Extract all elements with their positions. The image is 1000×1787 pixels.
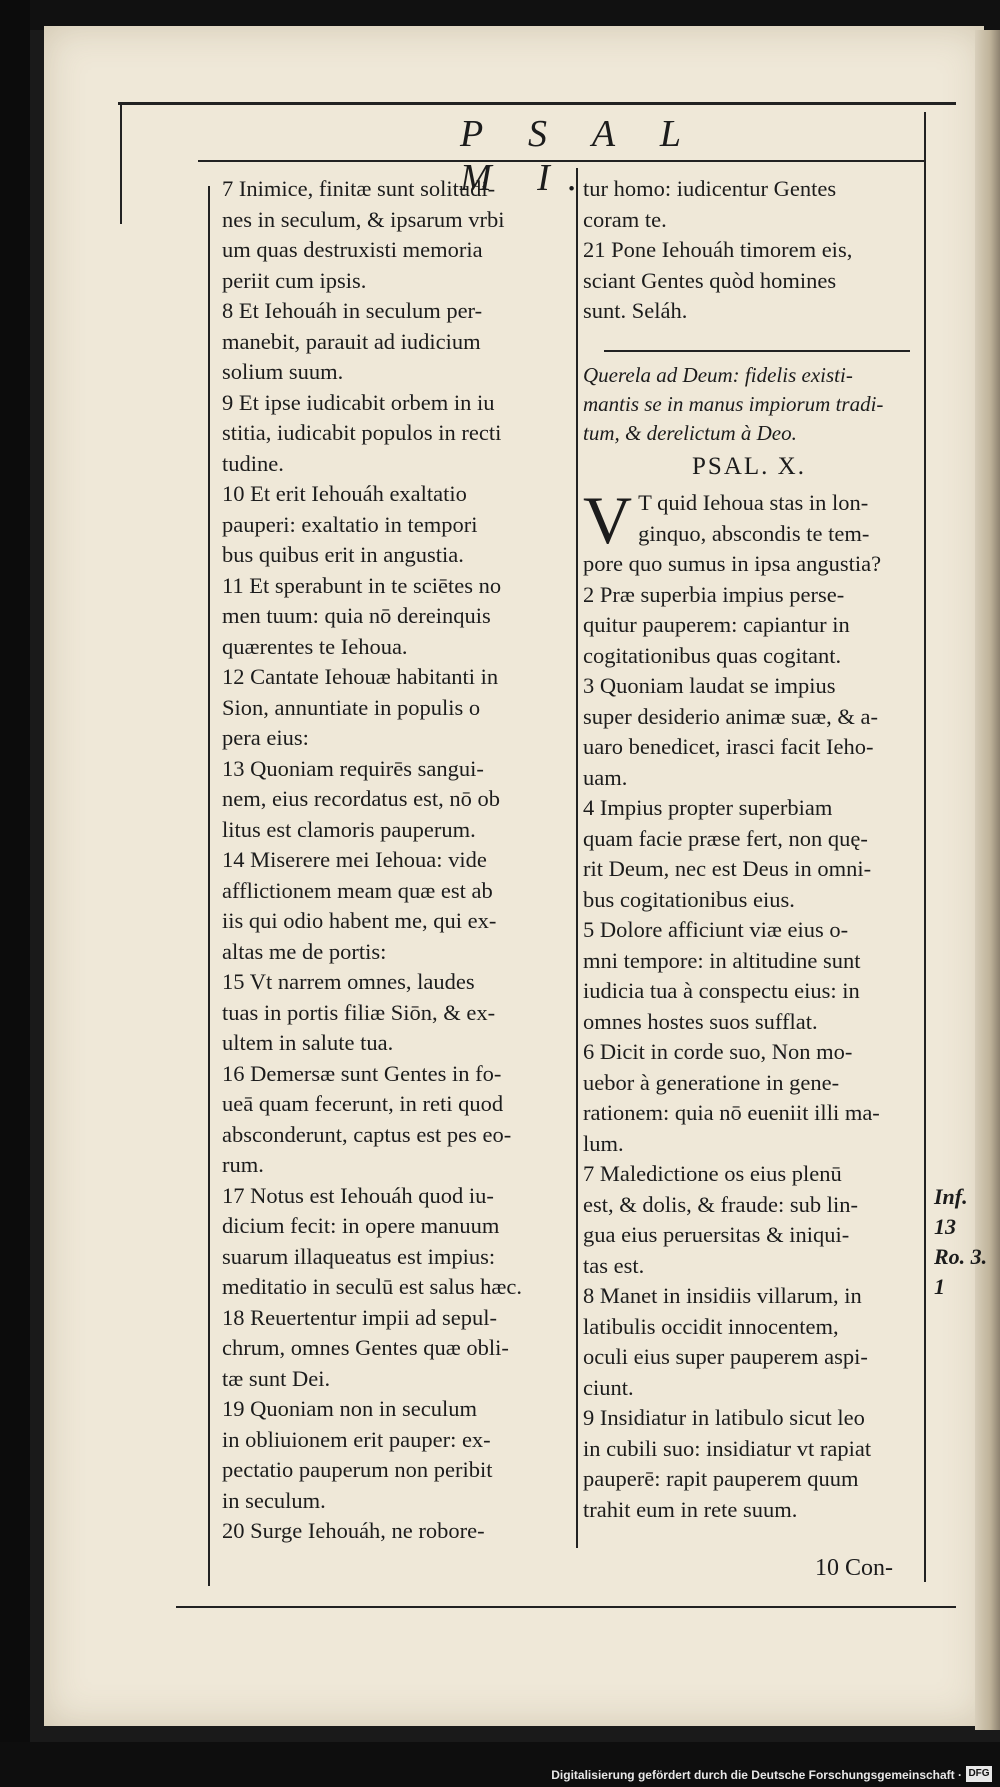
text-line: 21 Pone Iehouáh timorem eis, <box>583 237 853 262</box>
text-line: dicium fecit: in opere manuum <box>222 1213 500 1238</box>
text-line: solium suum. <box>222 359 344 384</box>
text-line: rit Deum, nec est Deus in omni- <box>583 856 872 881</box>
column-divider <box>576 168 578 1548</box>
text-line: rum. <box>222 1152 264 1177</box>
margin-note <box>934 1182 994 1302</box>
text-line: 7 Maledictione os eius plenū <box>583 1161 842 1186</box>
left-column <box>222 174 574 1547</box>
running-head: P S A L M I. <box>460 113 699 199</box>
psalm-rubric <box>583 361 915 448</box>
text-line: 4 Impius propter superbiam <box>583 795 833 820</box>
text-line: 17 Notus est Iehouáh quod iu- <box>222 1182 494 1208</box>
text-line: altas me de portis: <box>222 938 387 964</box>
text-line: tas est. <box>583 1252 645 1278</box>
text-line: 3 Quoniam laudat se impius <box>583 673 836 698</box>
text-line: ginquo, abscondis te tem- <box>638 520 870 546</box>
rubric-line: mantis se in manus impiorum tradi- <box>583 391 884 416</box>
text-line: um quas destruxisti memoria <box>222 237 483 262</box>
text-line: quitur pauperem: capiantur in <box>583 612 850 637</box>
psalm-heading: PSAL. X. <box>692 452 806 480</box>
text-line: suarum illaqueatus est impius: <box>222 1243 496 1269</box>
text-line: in cubili suo: insidiatur vt rapiat <box>583 1435 872 1461</box>
left-outer-rule <box>120 104 122 224</box>
text-line: T quid Iehoua stas in lon- <box>638 490 869 515</box>
text-line: uaro benedicet, irasci facit Ieho- <box>583 734 874 759</box>
text-line: 16 Demersæ sunt Gentes in fo- <box>222 1060 502 1086</box>
text-line: sunt. Seláh. <box>583 298 688 323</box>
text-line: 13 Quoniam requirēs sangui- <box>222 755 484 781</box>
text-line: 20 Surge Iehouáh, ne robore- <box>222 1518 485 1543</box>
dfg-logo: DFG <box>966 1766 992 1782</box>
text-line: 9 Insidiatur in latibulo sicut leo <box>583 1405 865 1430</box>
text-line: bus quibus erit in angustia. <box>222 542 464 567</box>
text-line: 11 Et sperabunt in te sciētes no <box>222 572 502 598</box>
text-line: gua eius peruersitas & iniqui- <box>583 1222 850 1247</box>
text-line: super desiderio animæ suæ, & a- <box>583 703 878 729</box>
text-line: periit cum ipsis. <box>222 267 367 293</box>
text-line: pectatio pauperum non peribit <box>222 1457 493 1482</box>
text-line: Sion, annuntiate in populis o <box>222 694 481 720</box>
text-line: 15 Vt narrem omnes, laudes <box>222 969 475 994</box>
rubric-line: Querela ad Deum: fidelis existi- <box>583 362 853 387</box>
text-line: manebit, parauit ad iudicium <box>222 328 481 354</box>
text-line: 8 Et Iehouáh in seculum per- <box>222 298 483 323</box>
scan-border-left <box>0 0 30 1787</box>
text-line: quam facie præse fert, non quę- <box>583 825 868 851</box>
text-line: nem, eius recordatus est, nō ob <box>222 786 501 811</box>
margin-note-line: Ro. 3. 1 <box>934 1244 988 1299</box>
text-line: bus cogitationibus eius. <box>583 886 795 912</box>
text-line: 10 Et erit Iehouáh exaltatio <box>222 481 467 506</box>
text-line: pera eius: <box>222 725 309 750</box>
text-line: pauperē: rapit pauperem quum <box>583 1466 859 1491</box>
footer-credit: Digitalisierung gefördert durch die Deutsche Forschungsgemeinschaft · <box>551 1768 962 1782</box>
text-line: rationem: quia nō eueniit illi ma- <box>583 1100 880 1125</box>
text-line: est, & dolis, & fraude: sub lin- <box>583 1191 858 1217</box>
text-line: 6 Dicit in corde suo, Non mo- <box>583 1039 853 1064</box>
margin-note-line: Inf. 13 <box>934 1184 968 1239</box>
drop-capital: V <box>583 482 633 558</box>
text-line: omnes hostes suos sufflat. <box>583 1008 818 1034</box>
text-line: 18 Reuertentur impii ad sepul- <box>222 1304 497 1330</box>
text-line: 8 Manet in insidiis villarum, in <box>583 1283 862 1308</box>
text-line: men tuum: quia nō dereinquis <box>222 603 491 628</box>
text-line: in seculum. <box>222 1487 326 1513</box>
text-line: tur homo: iudicentur Gentes <box>583 176 837 201</box>
text-line: 19 Quoniam non in seculum <box>222 1396 477 1421</box>
text-line: iudicia tua à conspectu eius: in <box>583 978 860 1003</box>
text-line: 2 Præ superbia impius perse- <box>583 581 845 607</box>
text-line: mni tempore: in altitudine sunt <box>583 947 861 973</box>
text-line: uebor à generatione in gene- <box>583 1069 840 1095</box>
text-line: ciunt. <box>583 1374 634 1400</box>
text-line: lum. <box>583 1130 624 1156</box>
text-line: chrum, omnes Gentes quæ obli- <box>222 1335 509 1360</box>
catchword: 10 Con- <box>815 1555 893 1581</box>
text-line: stitia, iudicabit populos in recti <box>222 420 502 445</box>
text-line: 9 Et ipse iudicabit orbem in iu <box>222 389 495 415</box>
text-line: tæ sunt Dei. <box>222 1365 331 1391</box>
text-line: in obliuionem erit pauper: ex- <box>222 1426 491 1452</box>
text-line: 5 Dolore afficiunt viæ eius o- <box>583 917 849 942</box>
text-line: nes in seculum, & ipsarum vrbi <box>222 206 505 232</box>
text-line: 14 Miserere mei Iehoua: vide <box>222 847 487 872</box>
text-line: cogitationibus quas cogitant. <box>583 642 842 668</box>
right-column <box>583 174 915 1525</box>
text-line: coram te. <box>583 206 667 232</box>
text-line: latibulis occidit innocentem, <box>583 1313 839 1339</box>
text-line: pore quo sumus in ipsa angustia? <box>583 551 882 576</box>
text-line: ultem in salute tua. <box>222 1030 394 1055</box>
text-line: tuas in portis filiæ Siōn, & ex- <box>222 999 496 1025</box>
text-line: 12 Cantate Iehouæ habitanti in <box>222 664 499 689</box>
right-frame-rule <box>924 112 926 1582</box>
rubric-line: tum, & derelictum à Deo. <box>583 420 797 445</box>
text-line: ueā quam fecerunt, in reti quod <box>222 1091 504 1116</box>
text-line: afflictionem meam quæ est ab <box>222 877 493 903</box>
bottom-rule <box>176 1606 956 1608</box>
text-line: pauperi: exaltatio in tempori <box>222 511 478 537</box>
text-line: 7 Inimice, finitæ sunt solitudi- <box>222 176 496 201</box>
text-line: iis qui odio habent me, qui ex- <box>222 908 497 933</box>
text-line: meditatio in seculū est salus hæc. <box>222 1274 522 1299</box>
left-frame-rule <box>208 186 210 1586</box>
text-line: oculi eius super pauperem aspi- <box>583 1344 868 1369</box>
text-line: absconderunt, captus est pes eo- <box>222 1121 512 1147</box>
text-line: quærentes te Iehoua. <box>222 633 408 659</box>
text-line: litus est clamoris pauperum. <box>222 816 476 842</box>
text-line: sciant Gentes quòd homines <box>583 267 837 293</box>
text-line: tudine. <box>222 450 284 476</box>
page-edge <box>975 30 1000 1730</box>
text-line: trahit eum in rete suum. <box>583 1496 798 1522</box>
top-rule <box>118 102 956 105</box>
text-line: uam. <box>583 764 628 790</box>
